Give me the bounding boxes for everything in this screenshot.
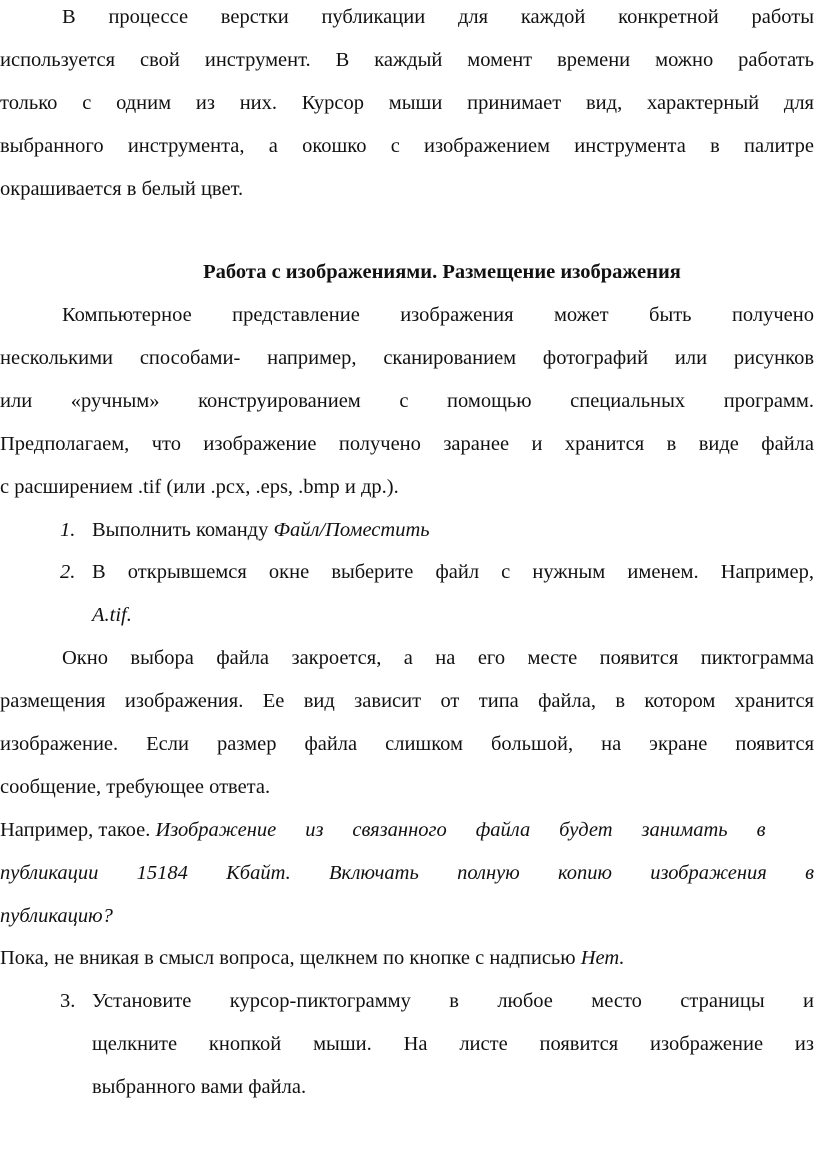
section-heading: Работа с изображениями. Размещение изображения (203, 261, 681, 283)
list-item-1-number: 1. (60, 519, 76, 541)
paragraph-1-line-1: В процессе верстки публикации для каждой конкретной работы (62, 6, 814, 28)
list-item-2-text: В открывшемся окне выберите файл с нужным именем. Например, (92, 561, 814, 583)
paragraph-2-line-1: Компьютерное представление изображения может быть получено (62, 304, 814, 326)
example-line-3: публикацию? (0, 905, 113, 927)
paragraph-2-line-4: Предполагаем, что изображение получено заранее и хранится в виде файла (0, 433, 814, 455)
list-item-1-command: Файл/Поместить (273, 519, 430, 541)
paragraph-1-line-4: выбранного инструмента, а окошко с изображением инструмента в палитре (0, 135, 814, 157)
list-item-2 (0, 557, 816, 587)
paragraph-3-line-3: изображение. Если размер файла слишком большой, на экране появится (0, 733, 814, 755)
paragraph-2-line-2: несколькими способами- например, сканированием фотографий или рисунков (0, 347, 814, 369)
answer-line (0, 943, 816, 973)
paragraph-1-line-3: только с одним из них. Курсор мыши принимает вид, характерный для (0, 92, 814, 114)
list-item-2-continuation: A.tif. (92, 604, 132, 626)
list-item-3 (0, 986, 816, 1016)
paragraph-3-line-1: Окно выбора файла закроется, а на его месте появится пиктограмма (62, 647, 814, 669)
list-item-3-number: 3. (60, 990, 76, 1012)
list-item-3-line-3: выбранного вами файла. (92, 1076, 307, 1098)
list-item-1 (0, 515, 816, 545)
example-line-1 (0, 815, 814, 845)
paragraph-2-line-3: или «ручным» конструированием с помощью специальных программ. (0, 390, 814, 412)
paragraph-3-line-4: сообщение, требующее ответа. (0, 776, 271, 798)
paragraph-1-line-2: используется свой инструмент. В каждый момент времени можно работать (0, 49, 814, 71)
list-item-2-number: 2. (60, 561, 76, 583)
answer-button-name: Нет. (580, 947, 625, 969)
list-item-1-plain: Выполнить команду (92, 519, 274, 541)
example-quote-1: Изображение из связанного файла будет занимать в (155, 819, 766, 841)
example-lead: Например, такое. (0, 819, 156, 841)
example-line-2: публикации 15184 Кбайт. Включать полную копию изображения в (0, 862, 814, 884)
paragraph-3-line-2: размещения изображения. Ее вид зависит от типа файла, в котором хранится (0, 690, 814, 712)
paragraph-1-line-5: окрашивается в белый цвет. (0, 178, 244, 200)
list-item-3-line-2: щелкните кнопкой мыши. На листе появится изображение из (92, 1033, 814, 1055)
answer-text: Пока, не вникая в смысл вопроса, щелкнем по кнопке с надписью (0, 947, 581, 969)
paragraph-2-line-5: с расширением .tif (или .pcx, .eps, .bmp и др.). (0, 476, 399, 498)
list-item-1-text (92, 515, 816, 545)
list-item-3-line-1: Установите курсор-пиктограмму в любое место страницы и (92, 990, 814, 1012)
